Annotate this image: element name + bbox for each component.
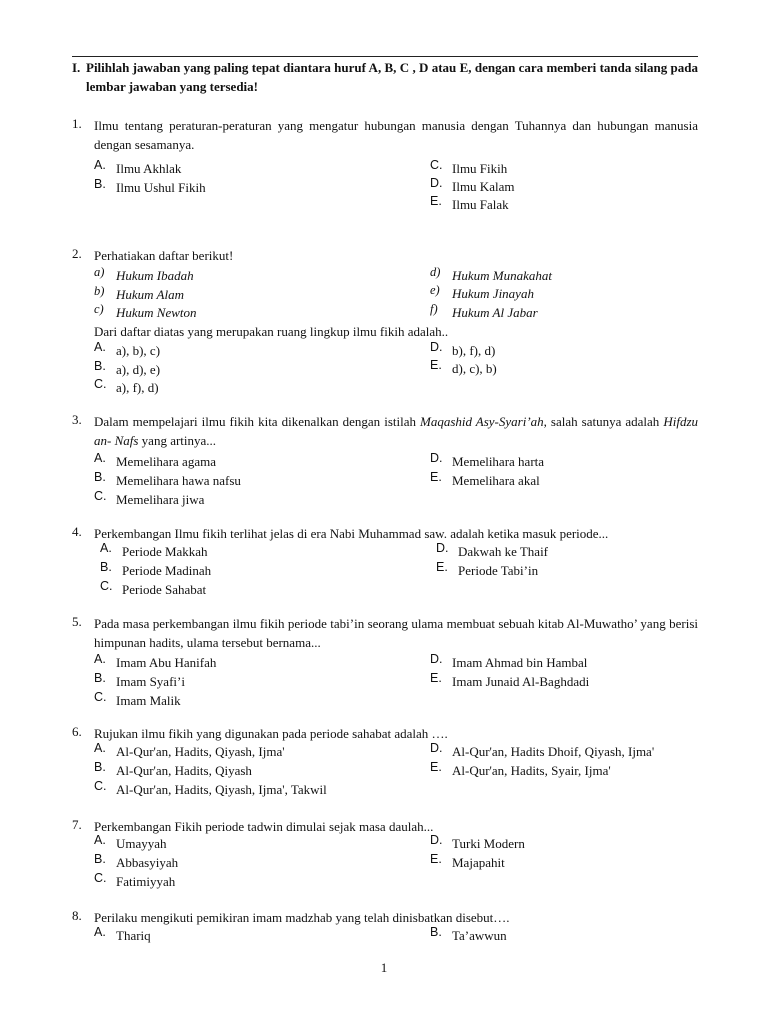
option-letter: D. — [430, 741, 443, 755]
option-text: Imam Syafi’i — [116, 674, 185, 689]
option-text: b), f), d) — [452, 343, 496, 358]
option-text: Imam Ahmad bin Hambal — [452, 655, 588, 670]
question-6 — [72, 724, 698, 797]
option-letter: E. — [430, 194, 442, 208]
option-letter: D. — [430, 340, 443, 354]
option-letter: B. — [94, 359, 106, 373]
option-letter: B. — [94, 760, 106, 774]
option-text: Dakwah ke Thaif — [458, 544, 549, 559]
question-4 — [72, 524, 698, 597]
option-text: Al-Qur'an, Hadits, Qiyash, Ijma' — [116, 744, 285, 759]
list-letter: d) — [430, 265, 441, 279]
option-text: Al-Qur'an, Hadits, Qiyash — [116, 763, 252, 778]
option-letter: A. — [94, 340, 106, 354]
option-letter: A. — [94, 833, 106, 847]
option-text: Abbasyiyah — [116, 855, 179, 870]
option-letter: A. — [94, 451, 106, 465]
option-text: Fatimiyyah — [116, 874, 176, 889]
option-text: a), d), e) — [116, 362, 161, 377]
option-letter: C. — [100, 579, 113, 593]
option-letter: E. — [430, 852, 442, 866]
option-text: Memelihara harta — [452, 454, 545, 469]
option-letter: A. — [94, 158, 106, 172]
option-text: Al-Qur'an, Hadits, Syair, Ijma' — [452, 763, 611, 778]
option-text: Periode Makkah — [122, 544, 208, 559]
option-text: Memelihara hawa nafsu — [116, 473, 241, 488]
option-text: Periode Sahabat — [122, 582, 207, 597]
option-letter: A. — [94, 741, 106, 755]
list-letter: f) — [430, 302, 438, 316]
question-text: Perkembangan Fikih periode tadwin dimulai sejak masa daulah... — [94, 819, 434, 834]
option-letter: A. — [94, 652, 106, 666]
option-letter: C. — [94, 779, 107, 793]
question-text: Perhatiakan daftar berikut! — [94, 248, 234, 263]
question-text: Rujukan ilmu fikih yang digunakan pada periode sahabat adalah …. — [94, 726, 448, 741]
option-text: Ilmu Falak — [452, 197, 509, 212]
option-letter: D. — [430, 833, 443, 847]
instruction-text: Pilihlah jawaban yang paling tepat diantara huruf A, B, C , D atau E, dengan cara memberi tanda silang pada lembar jawaban yang tersedia! — [86, 60, 698, 94]
option-text: Imam Malik — [116, 693, 181, 708]
question-text: Dalam mempelajari ilmu fikih kita dikenalkan dengan istilah Maqashid Asy-Syari’ah, salah satunya adalah Hifdzu an- Nafs yang artinya... — [94, 414, 698, 448]
list-letter: b) — [94, 284, 105, 298]
option-letter: D. — [436, 541, 449, 555]
option-letter: D. — [430, 176, 443, 190]
option-text: Ilmu Akhlak — [116, 161, 182, 176]
option-letter: B. — [94, 671, 106, 685]
option-text: Memelihara jiwa — [116, 492, 205, 507]
top-rule — [72, 56, 698, 57]
question-number: 7. — [72, 817, 82, 832]
question-7 — [72, 817, 698, 889]
option-letter: B. — [94, 852, 106, 866]
option-letter: C. — [94, 489, 107, 503]
option-letter: B. — [94, 470, 106, 484]
list-letter: c) — [94, 302, 104, 316]
option-letter: B. — [430, 925, 442, 939]
question-number: 8. — [72, 908, 82, 923]
option-text: Al-Qur'an, Hadits Dhoif, Qiyash, Ijma' — [452, 744, 655, 759]
question-number: 2. — [72, 246, 82, 261]
list-text: Hukum Alam — [116, 287, 185, 302]
option-letter: C. — [94, 377, 107, 391]
option-letter: B. — [94, 177, 106, 191]
term-maqashid: Maqashid Asy-Syari’ah — [420, 414, 544, 429]
option-letter: D. — [430, 652, 443, 666]
option-letter: E. — [430, 671, 442, 685]
option-letter: C. — [430, 158, 443, 172]
question-1 — [72, 116, 698, 212]
term-hifdzu: Hifdzu an- Nafs — [94, 414, 698, 448]
option-letter: D. — [430, 451, 443, 465]
option-text: Umayyah — [116, 836, 167, 851]
option-letter: E. — [430, 760, 442, 774]
option-letter: B. — [100, 560, 112, 574]
option-text: Memelihara akal — [452, 473, 540, 488]
option-text: d), c), b) — [452, 361, 497, 376]
question-number: 6. — [72, 724, 82, 739]
option-letter: E. — [430, 358, 442, 372]
option-text: Ilmu Kalam — [452, 179, 515, 194]
list-letter: a) — [94, 265, 105, 279]
question-text: Perkembangan Ilmu fikih terlihat jelas di era Nabi Muhammad saw. adalah ketika masuk periode... — [94, 526, 609, 541]
instruction — [72, 58, 698, 96]
question-number: 3. — [72, 412, 82, 427]
list-text: Hukum Newton — [116, 305, 197, 320]
list-text: Hukum Munakahat — [452, 268, 553, 283]
question-text: Ilmu tentang peraturan-peraturan yang mengatur hubungan manusia dengan Tuhannya dan hubungan manusia dengan sesamanya. — [94, 118, 698, 152]
option-text: Imam Junaid Al-Baghdadi — [452, 674, 590, 689]
question-2 — [72, 246, 698, 395]
option-text: Memelihara agama — [116, 454, 216, 469]
question-8 — [72, 908, 698, 943]
question-text: Perilaku mengikuti pemikiran imam madzhab yang telah dinisbatkan disebut…. — [94, 910, 510, 925]
question-number: 4. — [72, 524, 82, 539]
option-letter: A. — [100, 541, 112, 555]
option-text: Periode Tabi’in — [458, 563, 539, 578]
page-number: 1 — [380, 960, 388, 975]
question-5 — [72, 614, 698, 708]
option-text: Thariq — [116, 928, 151, 943]
option-letter: E. — [436, 560, 448, 574]
option-letter: C. — [94, 690, 107, 704]
question-subtext: Dari daftar diatas yang merupakan ruang lingkup ilmu fikih adalah.. — [94, 324, 449, 339]
option-text: Imam Abu Hanifah — [116, 655, 217, 670]
question-number: 5. — [72, 614, 82, 629]
list-text: Hukum Al Jabar — [452, 305, 538, 320]
question-text: Pada masa perkembangan ilmu fikih periode tabi’in seorang ulama membuat sebuah kitab Al-Muwatho’ yang berisi himpunan hadits, ulama tersebut bernama... — [94, 616, 698, 650]
list-letter: e) — [430, 283, 440, 297]
option-text: Majapahit — [452, 855, 505, 870]
option-letter: A. — [94, 925, 106, 939]
instruction-number: I. — [72, 60, 81, 75]
option-text: a), b), c) — [116, 343, 161, 358]
option-text: Ilmu Ushul Fikih — [116, 180, 206, 195]
option-text: Turki Modern — [452, 836, 525, 851]
option-letter: E. — [430, 470, 442, 484]
option-text: Ilmu Fikih — [452, 161, 508, 176]
option-text: Al-Qur'an, Hadits, Qiyash, Ijma', Takwil — [116, 782, 327, 797]
option-text: Periode Madinah — [122, 563, 212, 578]
question-number: 1. — [72, 116, 82, 131]
question-3 — [72, 412, 698, 507]
list-text: Hukum Jinayah — [452, 286, 534, 301]
option-text: a), f), d) — [116, 380, 159, 395]
option-letter: C. — [94, 871, 107, 885]
list-text: Hukum Ibadah — [116, 268, 194, 283]
option-text: Ta’awwun — [452, 928, 507, 943]
